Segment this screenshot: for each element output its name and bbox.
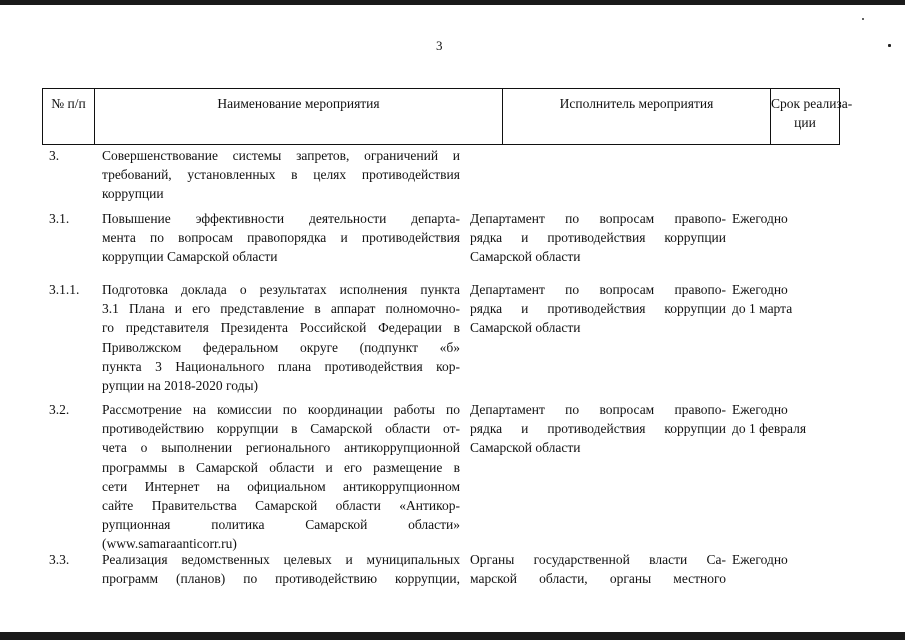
- header-term-line: ции: [794, 115, 816, 130]
- row-name: [102, 400, 460, 554]
- text-line: Подготовка доклада о результатах исполнения пункта: [102, 282, 460, 297]
- row-number: 3.1.: [49, 211, 70, 226]
- scan-speck: [862, 18, 864, 20]
- text-line: рупционная политика Самарской области»: [102, 517, 460, 533]
- header-term-line: Срок реализа-: [771, 96, 853, 111]
- row-name: [102, 550, 460, 588]
- text-line: Ежегодно: [732, 211, 788, 226]
- text-line: Рассмотрение на комиссии по координации работы по: [102, 402, 460, 417]
- row-executor: [470, 550, 726, 588]
- row-number: 3.3.: [49, 552, 70, 567]
- text-line: Ежегодно: [732, 402, 788, 417]
- text-line: Совершенствование системы запретов, ограничений и: [102, 148, 460, 163]
- scan-bottom-border: [0, 632, 905, 640]
- header-executor: Исполнитель мероприятия: [503, 89, 771, 144]
- text-line: до 1 марта: [732, 301, 793, 317]
- text-line: чета о выполнении регионального антикоррупционной: [102, 440, 460, 456]
- text-line: Департамент по вопросам правопо-: [470, 282, 726, 297]
- scan-top-border: [0, 0, 905, 5]
- text-line: Приволжском федеральном округе (подпункт «б»: [102, 339, 460, 355]
- text-line: программ (планов) по противодействию коррупции,: [102, 571, 460, 587]
- text-line: коррупции Самарской области: [102, 249, 278, 265]
- text-line: Ежегодно: [732, 552, 788, 567]
- row-term: [732, 209, 840, 228]
- text-line: Департамент по вопросам правопо-: [470, 402, 726, 417]
- text-line: Самарской области: [470, 440, 581, 456]
- text-line: сайте Правительства Самарской области «Антикор-: [102, 498, 460, 514]
- text-line: сети Интернет на официальном антикоррупционном: [102, 478, 460, 494]
- table-header: [42, 88, 853, 145]
- row-term: [732, 550, 840, 569]
- text-line: рядка и противодействия коррупции: [470, 230, 726, 246]
- row-executor: [470, 280, 726, 338]
- text-line: рядка и противодействия коррупции: [470, 301, 726, 317]
- text-line: Повышение эффективности деятельности депарτа-: [102, 211, 460, 226]
- text-line: Ежегодно: [732, 282, 788, 297]
- row-name: [102, 146, 460, 204]
- header-number: № п/п: [43, 89, 95, 144]
- text-line: марской области, органы местного: [470, 571, 726, 587]
- text-line: мента по вопросам правопорядка и противодействия: [102, 230, 460, 246]
- row-name: [102, 209, 460, 267]
- header-name: Наименование мероприятия: [95, 89, 503, 144]
- row-number: 3.2.: [49, 402, 70, 417]
- text-line: требований, установленных в целях противодействия: [102, 167, 460, 183]
- row-term: [732, 280, 840, 318]
- text-line: рядка и противодействия коррупции: [470, 421, 726, 437]
- text-line: программы в Самарской области и его размещение в: [102, 459, 460, 475]
- text-line: Самарской области: [470, 320, 581, 336]
- text-line: Самарской области: [470, 249, 581, 265]
- text-line: коррупции: [102, 186, 164, 202]
- text-line: Департамент по вопросам правопо-: [470, 211, 726, 226]
- text-line: 3.1 Плана и его представление в аппарат полномочно-: [102, 301, 460, 317]
- text-line: (www.samaraanticorr.ru): [102, 536, 237, 552]
- row-term: [732, 400, 840, 438]
- row-number: 3.1.1.: [49, 282, 80, 297]
- text-line: рупции на 2018-2020 годы): [102, 378, 259, 394]
- text-line: Реализация ведомственных целевых и муниципальных: [102, 552, 460, 567]
- scan-speck: [888, 44, 891, 47]
- text-line: го представителя Президента Российской Федерации в: [102, 320, 460, 336]
- text-line: пункта 3 Национального плана противодействия кор-: [102, 358, 460, 374]
- text-line: до 1 февраля: [732, 421, 807, 437]
- header-term: [771, 89, 853, 144]
- text-line: Органы государственной власти Са-: [470, 552, 726, 567]
- row-executor: [470, 400, 726, 458]
- row-executor: [470, 209, 726, 267]
- page-number: 3: [436, 38, 443, 53]
- text-line: противодействию коррупции в Самарской области от-: [102, 421, 460, 437]
- row-name: [102, 280, 460, 395]
- row-number: 3.: [49, 148, 60, 163]
